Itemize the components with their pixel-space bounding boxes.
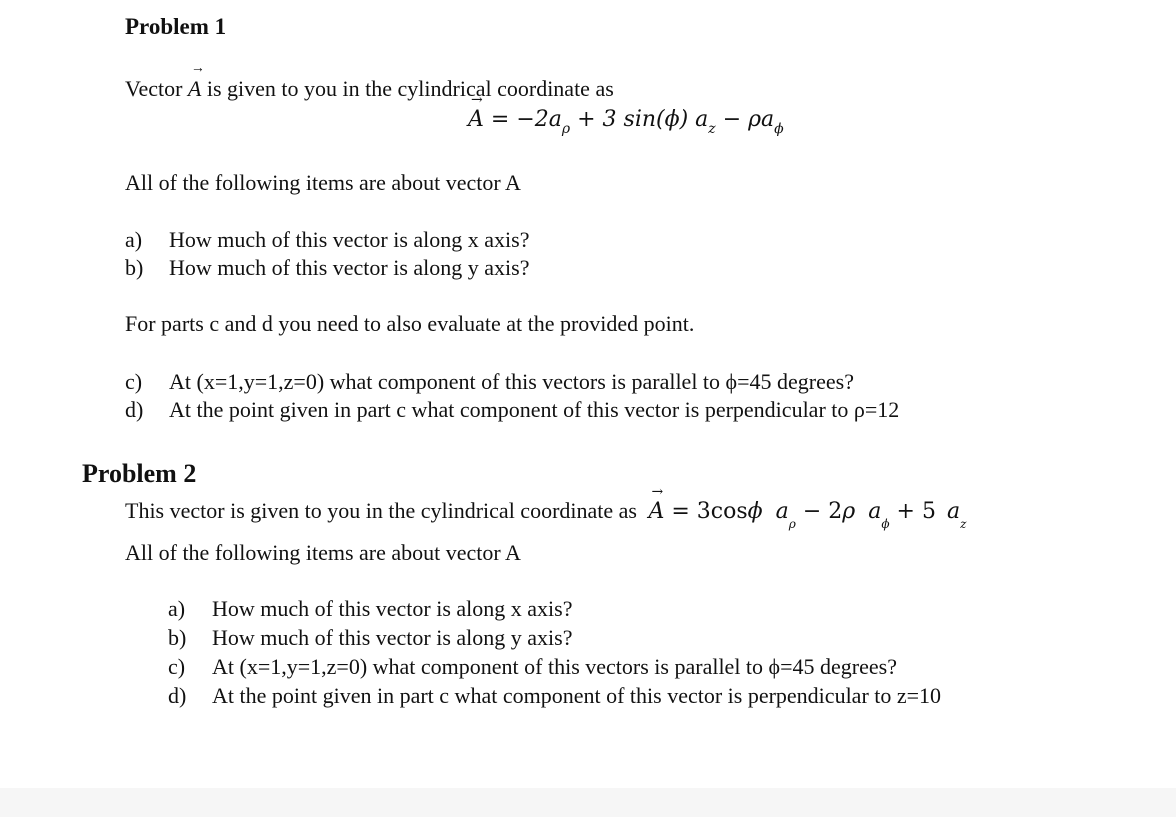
problem2-item-d bbox=[168, 683, 941, 709]
eq1-term2: + 3 sin(ϕ) a bbox=[577, 107, 709, 132]
eq1-term3-sub: ϕ bbox=[774, 121, 784, 137]
item-label: a) bbox=[125, 227, 143, 252]
eq1-equals: = bbox=[490, 107, 510, 132]
problem1-item-d bbox=[125, 397, 899, 423]
problem2-item-c bbox=[168, 654, 897, 680]
eq2-rhs3: + 5 bbox=[896, 499, 936, 524]
problem2-item-a bbox=[168, 596, 573, 622]
item-text: At the point given in part c what component of this vector is perpendicular to ρ=12 bbox=[169, 397, 900, 422]
item-text: At the point given in part c what component of this vector is perpendicular to z=10 bbox=[212, 683, 942, 708]
eq1-term2-sub: z bbox=[708, 121, 716, 137]
item-label: b) bbox=[168, 625, 187, 650]
eq2-rho: ρ bbox=[842, 499, 856, 524]
problem1-equation bbox=[468, 107, 784, 137]
problem1-intro-text: is given to you in the cylindrical coordinate as bbox=[206, 76, 614, 101]
item-label: b) bbox=[125, 255, 144, 280]
problem1-statement: All of the following items are about vector A bbox=[125, 170, 521, 195]
problem1-item-a bbox=[125, 227, 530, 253]
problem1-intro-prefix: Vector bbox=[125, 76, 183, 101]
eq2-rhs2: − 2 bbox=[802, 499, 843, 524]
problem2-intro bbox=[125, 498, 967, 531]
eq2-a2: a bbox=[868, 499, 882, 524]
eq1-term1: −2a bbox=[516, 107, 562, 132]
problem1-item-c bbox=[125, 369, 854, 395]
item-label: c) bbox=[125, 369, 143, 394]
problem1-title: Problem 1 bbox=[125, 14, 227, 39]
eq2-rhs1: = 3cos bbox=[671, 499, 748, 524]
item-text: How much of this vector is along x axis? bbox=[169, 227, 530, 252]
eq2-phi: ϕ bbox=[747, 499, 763, 524]
eq2-a1: a bbox=[775, 499, 789, 524]
item-label: d) bbox=[125, 397, 144, 422]
eq2-a3: a bbox=[946, 499, 961, 524]
page-bottom-edge bbox=[0, 788, 1176, 817]
item-label: d) bbox=[168, 683, 187, 708]
item-text: How much of this vector is along y axis? bbox=[169, 255, 530, 280]
problem2-title: Problem 2 bbox=[82, 459, 197, 488]
problem2-statement: All of the following items are about vector A bbox=[125, 540, 521, 565]
eq2-lhs: → A bbox=[648, 499, 664, 524]
problem2-equation bbox=[648, 499, 967, 531]
item-text: How much of this vector is along x axis? bbox=[212, 596, 573, 621]
eq2-a2-sub: ϕ bbox=[881, 517, 890, 531]
problem1-item-b bbox=[125, 255, 530, 281]
problem2-item-b bbox=[168, 625, 573, 651]
problem2-intro-text: This vector is given to you in the cylindrical coordinate as bbox=[125, 498, 637, 523]
eq2-a3-sub: z bbox=[960, 517, 967, 531]
problem1-note: For parts c and d you need to also evaluate at the provided point. bbox=[125, 311, 695, 336]
eq1-lhs: → A bbox=[468, 107, 484, 132]
item-label: a) bbox=[168, 596, 186, 621]
item-text: At (x=1,y=1,z=0) what component of this vectors is parallel to ϕ=45 degrees? bbox=[212, 654, 897, 679]
item-text: At (x=1,y=1,z=0) what component of this vectors is parallel to ϕ=45 degrees? bbox=[169, 369, 854, 394]
problem1-intro bbox=[125, 76, 614, 102]
item-text: How much of this vector is along y axis? bbox=[212, 625, 573, 650]
eq1-term1-sub: ρ bbox=[561, 121, 571, 137]
eq1-term3: − ρa bbox=[722, 107, 775, 132]
vector-a-symbol: → A bbox=[188, 76, 201, 102]
item-label: c) bbox=[168, 654, 186, 679]
eq2-a1-sub: ρ bbox=[788, 517, 796, 531]
